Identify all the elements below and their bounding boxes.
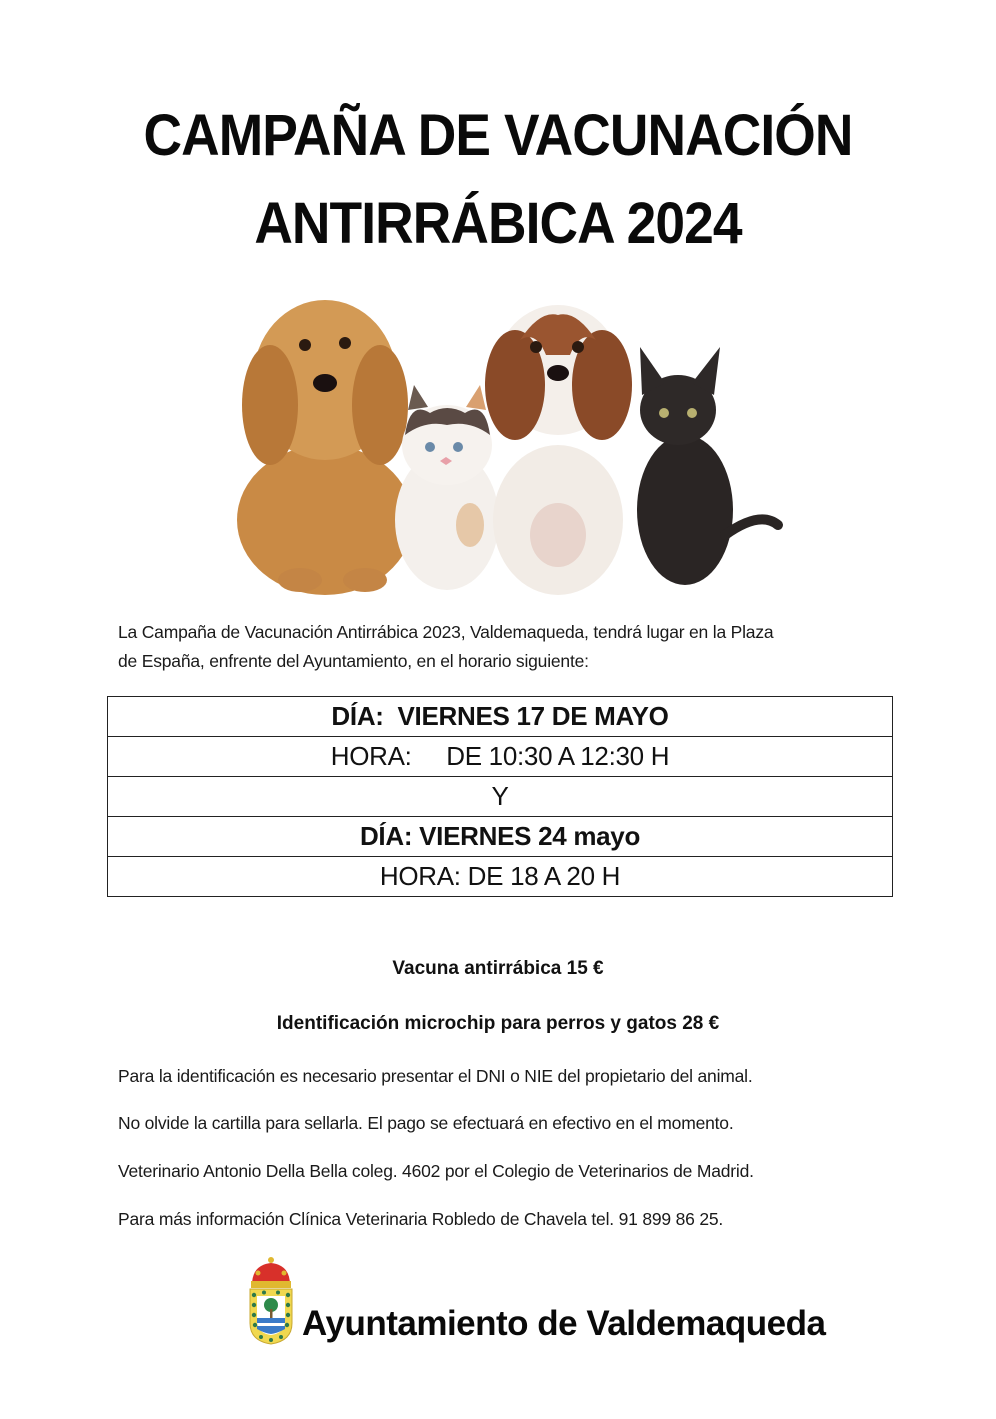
intro-paragraph: [118, 618, 898, 676]
note-payment: No olvide la cartilla para sellarla. El pago se efectuará en efectivo en el momento.: [118, 1113, 734, 1133]
schedule-day-1: DÍA: VIERNES 17 DE MAYO: [108, 697, 893, 737]
spaniel-puppy-illustration: [485, 305, 632, 595]
schedule-hours-2: HORA: DE 18 A 20 H: [108, 857, 893, 897]
note-identification: Para la identificación es necesario presentar el DNI o NIE del propietario del animal.: [118, 1066, 753, 1086]
black-kitten-illustration: [637, 347, 778, 585]
pets-photo: [230, 285, 790, 595]
microchip-price: Identificación microchip para perros y gatos 28 €: [276, 1013, 720, 1034]
intro-line-1: La Campaña de Vacunación Antirrábica 2023, Valdemaqueda, tendrá lugar en la Plaza: [118, 622, 774, 642]
footer: [246, 1255, 825, 1345]
page-title-line-1: CAMPAÑA DE VACUNACIÓN: [143, 103, 853, 168]
golden-puppy-illustration: [237, 300, 413, 595]
organization-name: Ayuntamiento de Valdemaqueda: [302, 1304, 826, 1343]
table-row: [108, 857, 893, 897]
intro-line-2: de España, enfrente del Ayuntamiento, en el horario siguiente:: [118, 651, 589, 671]
vaccine-price: Vacuna antirrábica 15 €: [392, 958, 604, 979]
table-row: [108, 737, 893, 777]
calico-kitten-illustration: [395, 385, 499, 590]
schedule-table: [107, 696, 893, 897]
page-title-line-2: ANTIRRÁBICA 2024: [254, 191, 742, 256]
schedule-hours-1: HORA: DE 10:30 A 12:30 H: [108, 737, 893, 777]
schedule-conjunction: Y: [108, 777, 893, 817]
note-veterinarian: Veterinario Antonio Della Bella coleg. 4602 por el Colegio de Veterinarios de Madrid.: [118, 1161, 754, 1181]
table-row: [108, 817, 893, 857]
table-row: [108, 697, 893, 737]
coat-of-arms-icon: [246, 1255, 296, 1345]
schedule-day-2: DÍA: VIERNES 24 mayo: [108, 817, 893, 857]
table-row: [108, 777, 893, 817]
note-contact: Para más información Clínica Veterinaria Robledo de Chavela tel. 91 899 86 25.: [118, 1209, 724, 1229]
